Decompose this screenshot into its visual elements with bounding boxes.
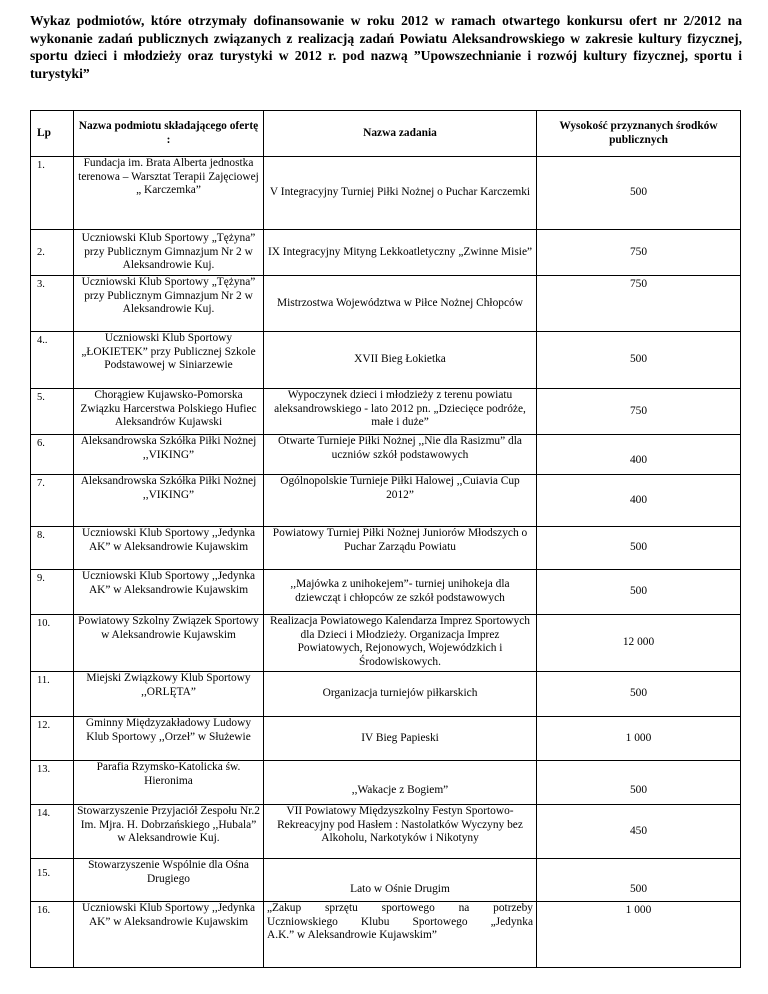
row-amount: 12 000 — [537, 615, 741, 672]
row-lp: 8. — [31, 527, 74, 570]
table-row — [31, 615, 741, 672]
row-lp: 5. — [31, 389, 74, 435]
row-task: ,,Majówka z unihokejem”- turniej unihokeja dla dziewcząt i chłopców ze szkół podstawowych — [264, 570, 537, 615]
header-organization: Nazwa podmiotu składającego ofertę : — [74, 111, 264, 157]
row-task: ,,Wakacje z Bogiem” — [264, 761, 537, 805]
table-row — [31, 761, 741, 805]
row-task: Ogólnopolskie Turnieje Piłki Halowej ,,Cuiavia Cup 2012” — [264, 475, 537, 527]
row-amount: 500 — [537, 157, 741, 230]
row-lp: 2. — [31, 230, 74, 276]
table-row — [31, 276, 741, 332]
row-lp: 12. — [31, 717, 74, 761]
row-lp: 1. — [31, 157, 74, 230]
row-organization: Parafia Rzymsko-Katolicka św. Hieronima — [74, 761, 264, 805]
row-lp: 7. — [31, 475, 74, 527]
row-organization: Stowarzyszenie Przyjaciół Zespołu Nr.2 Im. Mjra. H. Dobrzańskiego ,,Hubala” w Aleksandrowie Kuj. — [74, 805, 264, 859]
row-organization: Uczniowski Klub Sportowy „Tężyna” przy Publicznym Gimnazjum Nr 2 w Aleksandrowie Kuj. — [74, 276, 264, 332]
table-row — [31, 859, 741, 902]
task-line: A.K.” w Aleksandrowie Kujawskim” — [267, 929, 437, 942]
row-amount: 1 000 — [537, 902, 741, 968]
row-lp: 4.. — [31, 332, 74, 389]
row-organization: Uczniowski Klub Sportowy ,,Jedynka AK” w Aleksandrowie Kujawskim — [74, 902, 264, 968]
row-task: IV Bieg Papieski — [264, 717, 537, 761]
row-lp: 9. — [31, 570, 74, 615]
table-row — [31, 717, 741, 761]
row-organization: Aleksandrowska Szkółka Piłki Nożnej ,,VIKING” — [74, 435, 264, 475]
row-amount: 500 — [537, 570, 741, 615]
task-line: Uczniowskiego Klubu Sportowego „Jedynka — [267, 915, 533, 928]
row-organization: Uczniowski Klub Sportowy ,,Jedynka AK” w Aleksandrowie Kujawskim — [74, 527, 264, 570]
table-row — [31, 902, 741, 968]
row-organization: Gminny Międzyzakładowy Ludowy Klub Sportowy ,,Orzeł” w Służewie — [74, 717, 264, 761]
row-organization: Aleksandrowska Szkółka Piłki Nożnej ,,VIKING” — [74, 475, 264, 527]
row-amount: 400 — [537, 475, 741, 527]
row-organization: Miejski Związkowy Klub Sportowy ,,ORLĘTA” — [74, 672, 264, 717]
row-amount: 750 — [537, 389, 741, 435]
row-lp: 14. — [31, 805, 74, 859]
row-amount: 500 — [537, 859, 741, 902]
row-task: V Integracyjny Turniej Piłki Nożnej o Puchar Karczemki — [264, 157, 537, 230]
task-line: „Zakup sprzętu sportowego na potrzeby — [267, 902, 533, 914]
row-task: Otwarte Turnieje Piłki Nożnej ,,Nie dla Rasizmu” dla uczniów szkół podstawowych — [264, 435, 537, 475]
row-organization: Chorągiew Kujawsko-Pomorska Związku Harcerstwa Polskiego Hufiec Aleksandrów Kujawski — [74, 389, 264, 435]
table-row — [31, 570, 741, 615]
header-task: Nazwa zadania — [264, 111, 537, 157]
row-task: Realizacja Powiatowego Kalendarza Imprez Sportowych dla Dzieci i Młodzieży. Organizacja Imprez Powiatowych, Rejonowych, Wojewódzkich i Środowiskowych. — [264, 615, 537, 672]
row-task: Powiatowy Turniej Piłki Nożnej Juniorów Młodszych o Puchar Zarządu Powiatu — [264, 527, 537, 570]
header-lp: Lp — [31, 111, 74, 157]
header-amount: Wysokość przyznanych środków publicznych — [537, 111, 741, 157]
table-row — [31, 475, 741, 527]
table-row — [31, 230, 741, 276]
row-organization: Powiatowy Szkolny Związek Sportowy w Aleksandrowie Kujawskim — [74, 615, 264, 672]
row-lp: 16. — [31, 902, 74, 968]
row-task: IX Integracyjny Mityng Lekkoatletyczny „Zwinne Misie” — [264, 230, 537, 276]
table-row — [31, 672, 741, 717]
row-task: Lato w Ośnie Drugim — [264, 859, 537, 902]
row-task: Wypoczynek dzieci i młodzieży z terenu powiatu aleksandrowskiego - lato 2012 pn. „Dziecięce podróże, małe i duże” — [264, 389, 537, 435]
row-task — [264, 902, 537, 968]
table-row — [31, 332, 741, 389]
row-organization: Fundacja im. Brata Alberta jednostka terenowa – Warsztat Terapii Zajęciowej „ Karczemka” — [74, 157, 264, 230]
row-amount: 450 — [537, 805, 741, 859]
row-task: VII Powiatowy Międzyszkolny Festyn Sportowo-Rekreacyjny pod Hasłem : Nastolatków Wyczyny bez Alkoholu, Narkotyków i Nikotyny — [264, 805, 537, 859]
row-organization: Stowarzyszenie Wspólnie dla Ośna Drugiego — [74, 859, 264, 902]
table-row — [31, 805, 741, 859]
row-lp: 11. — [31, 672, 74, 717]
table-header-row — [31, 111, 741, 157]
row-amount: 500 — [537, 332, 741, 389]
row-task: XVII Bieg Łokietka — [264, 332, 537, 389]
row-amount: 750 — [537, 276, 741, 332]
row-lp: 3. — [31, 276, 74, 332]
funding-table — [30, 110, 741, 968]
row-organization: Uczniowski Klub Sportowy „ŁOKIETEK” przy Publicznej Szkole Podstawowej w Siniarzewie — [74, 332, 264, 389]
row-task: Organizacja turniejów piłkarskich — [264, 672, 537, 717]
row-task: Mistrzostwa Województwa w Piłce Nożnej Chłopców — [264, 276, 537, 332]
row-organization: Uczniowski Klub Sportowy ,,Jedynka AK” w Aleksandrowie Kujawskim — [74, 570, 264, 615]
row-amount: 500 — [537, 527, 741, 570]
row-lp: 13. — [31, 761, 74, 805]
row-amount: 400 — [537, 435, 741, 475]
row-amount: 1 000 — [537, 717, 741, 761]
row-amount: 500 — [537, 672, 741, 717]
table-row — [31, 157, 741, 230]
table-row — [31, 389, 741, 435]
row-amount: 500 — [537, 761, 741, 805]
row-lp: 15. — [31, 859, 74, 902]
document-heading: Wykaz podmiotów, które otrzymały dofinansowanie w roku 2012 w ramach otwartego konkursu ofert nr 2/2012 na wykonanie zadań publicznych związanych z realizacją zadań Powiatu Aleksandrowskiego w zakresie kultury fizycznej, sportu dzieci i młodzieży oraz turystyki w 2012 r. pod nazwą ”Upowszechnianie i rozwój kultury fizycznej, sportu i turystyki” — [30, 13, 742, 81]
row-lp: 6. — [31, 435, 74, 475]
row-organization: Uczniowski Klub Sportowy „Tężyna” przy Publicznym Gimnazjum Nr 2 w Aleksandrowie Kuj. — [74, 230, 264, 276]
row-amount: 750 — [537, 230, 741, 276]
table-row — [31, 527, 741, 570]
row-lp: 10. — [31, 615, 74, 672]
table-row — [31, 435, 741, 475]
